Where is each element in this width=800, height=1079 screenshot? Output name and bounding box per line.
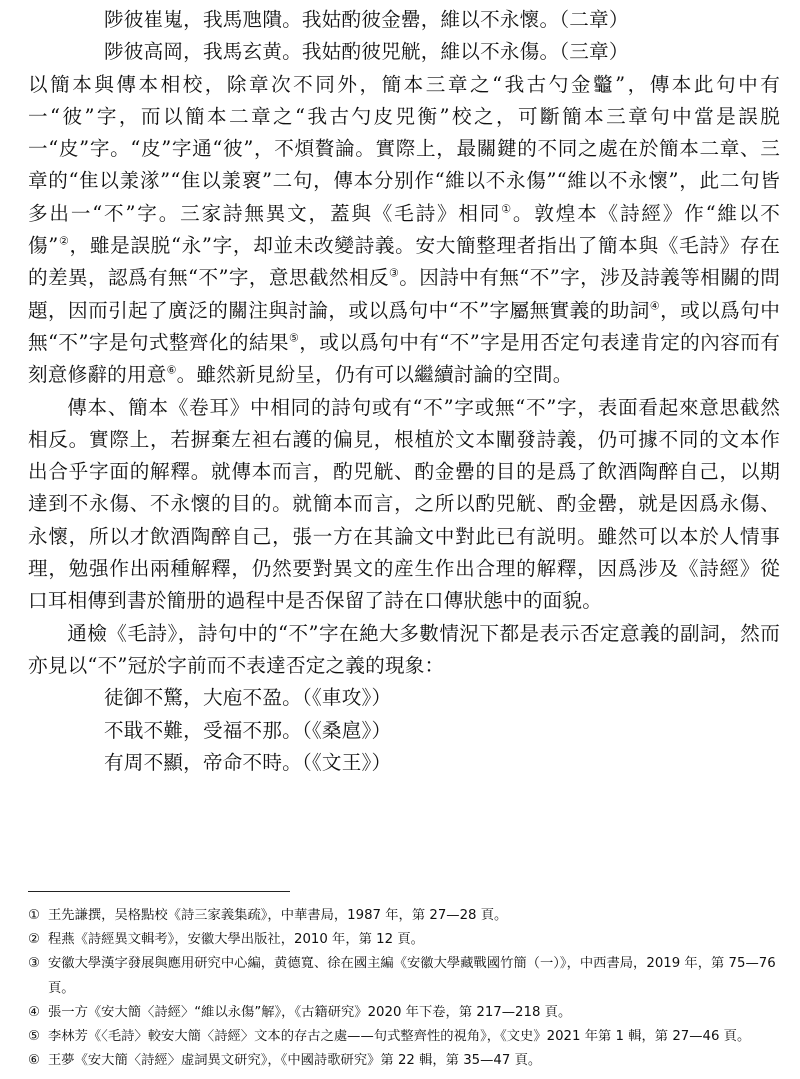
quoted-line: 有周不顯，帝命不時。（《文王》） — [104, 750, 392, 774]
footnote — [28, 904, 780, 928]
paragraph-text: 。因詩中有無“不”字，涉及詩義等相關的問題，因而引起了廣泛的關注與討論，或以爲句中“不”字屬無實義的助詞 — [28, 266, 780, 322]
footnote-ref[interactable]: ① — [501, 202, 513, 216]
paragraph-text: ，雖是誤脱“永”字，却並未改變詩義。安大簡整理者指出了簡本與《毛詩》存在的差異，認爲有無“不”字，意思截然相反 — [28, 234, 781, 290]
footnote-text: 張一方《安大簡〈詩經〉“維以永傷”解》，《古籍研究》2020 年下卷，第 217—218 頁。 — [48, 1004, 572, 1020]
footnote-text: 程燕《詩經異文輯考》，安徽大學出版社，2010 年，第 12 頁。 — [48, 932, 424, 948]
paragraph-text: ，或以爲句中有“不”字是用否定句表達肯定的內容而有刻意修辭的用意 — [28, 330, 780, 387]
paragraph-text: ，或以爲句中無“不”字是句式整齊化的結果 — [28, 298, 780, 354]
footnote — [28, 1025, 780, 1049]
footnote-ref[interactable]: ⑤ — [288, 331, 300, 345]
footnote-text: 李林芳《〈毛詩〉較安大簡〈詩經〉文本的存古之處——句式整齊性的視角》，《文史》2021 年第 1 輯，第 27—46 頁。 — [48, 1029, 751, 1045]
poem-line: 陟彼崔嵬，我馬虺隤。我姑酌彼金罍，維以不永懷。（二章） — [104, 8, 629, 31]
poem-line: 陟彼高岡，我馬玄黄。我姑酌彼兕觥，維以不永傷。（三章） — [104, 40, 629, 64]
footnote-text: 王先謙撰，吴格點校《詩三家義集疏》，中華書局，1987 年，第 27—28 頁。 — [48, 908, 508, 923]
footnote — [28, 928, 780, 952]
footnote — [28, 1049, 780, 1073]
paragraph-3: 通檢《毛詩》，詩句中的“不”字在絶大多數情況下都是表示否定意義的副詞，然而亦見以“不”冠於字前而不表達否定之義的現象： — [28, 621, 780, 677]
footnote-ref[interactable]: ③ — [388, 266, 400, 280]
quoted-line: 徒御不驚，大庖不盈。（《車攻》） — [104, 686, 392, 710]
paragraph-2: 傳本、簡本《卷耳》中相同的詩句或有“不”字或無“不”字，表面看起來意思截然相反。實際上，若摒棄左袒右護的偏見，根植於文本闡發詩義，仍可據不同的文本作出合乎字面的解釋。就傳本而言，酌兕觥、酌金罍的目的是爲了飲酒陶醉自己，以期達到不永傷、不永懷的目的。就簡本而言，之所以酌兕觥、酌金罍，就是因爲永傷、永懷，所以才飲酒陶醉自己，張一方在其論文中對此已有説明。雖然可以本於人情事理，勉强作出兩種解釋，仍然要對異文的産生作出合理的解釋，因爲涉及《詩經》從口耳相傳到書於簡册的過程中是否保留了詩在口傳狀態中的面貌。 — [28, 395, 780, 613]
footnote — [28, 952, 780, 1000]
body-text — [28, 4, 780, 779]
footnote-mark: ② — [28, 932, 40, 948]
footnote-ref[interactable]: ② — [58, 234, 70, 248]
paragraph-text: 。雖然新見紛呈，仍有可以繼續討論的空間。 — [176, 363, 573, 387]
paragraph-text: 以簡本與傳本相校，除章次不同外，簡本三章之“我古勺金龞”，傳本此句中有一“彼”字，而以簡本二章之“我古勺皮兕衡”校之，可斷簡本三章句中當是誤脱一“皮”字。“皮”字通“彼”，不煩贅論。實際上，最關鍵的不同之處在於簡本二章、三章的“隹以羕㴚”“隹以羕褱”二句，傳本分别作“維以不永傷”“維以不永懷”，此二句皆多出一“不”字。三家詩無異文，蓋與《毛詩》相同 — [28, 72, 780, 225]
paragraph-text: 。敦煌本《詩經》作“維以不傷” — [28, 201, 781, 258]
footnote-mark: ① — [28, 908, 40, 923]
footnote-divider — [28, 891, 290, 892]
footnote — [28, 1001, 780, 1025]
footnote-text: 安徽大學漢字發展與應用研究中心編，黄德寬、徐在國主編《安徽大學藏戰國竹簡（一）》，中西書局，2019 年，第 75—76 頁。 — [48, 956, 776, 996]
footnote-mark: ⑤ — [28, 1029, 40, 1045]
quoted-line: 不戢不難，受福不那。（《桑扈》） — [104, 718, 392, 742]
footnote-mark: ⑥ — [28, 1053, 40, 1069]
footnote-mark: ④ — [28, 1004, 40, 1020]
paragraph-1 — [28, 69, 780, 392]
footnote-text: 王夢《安大簡〈詩經〉虚詞異文研究》，《中國詩歌研究》第 22 輯，第 35—47 頁。 — [48, 1053, 542, 1069]
footnote-ref[interactable]: ④ — [649, 299, 661, 313]
footnote-mark: ③ — [28, 956, 40, 972]
footnotes — [28, 904, 780, 1073]
footnote-ref[interactable]: ⑥ — [166, 363, 177, 377]
